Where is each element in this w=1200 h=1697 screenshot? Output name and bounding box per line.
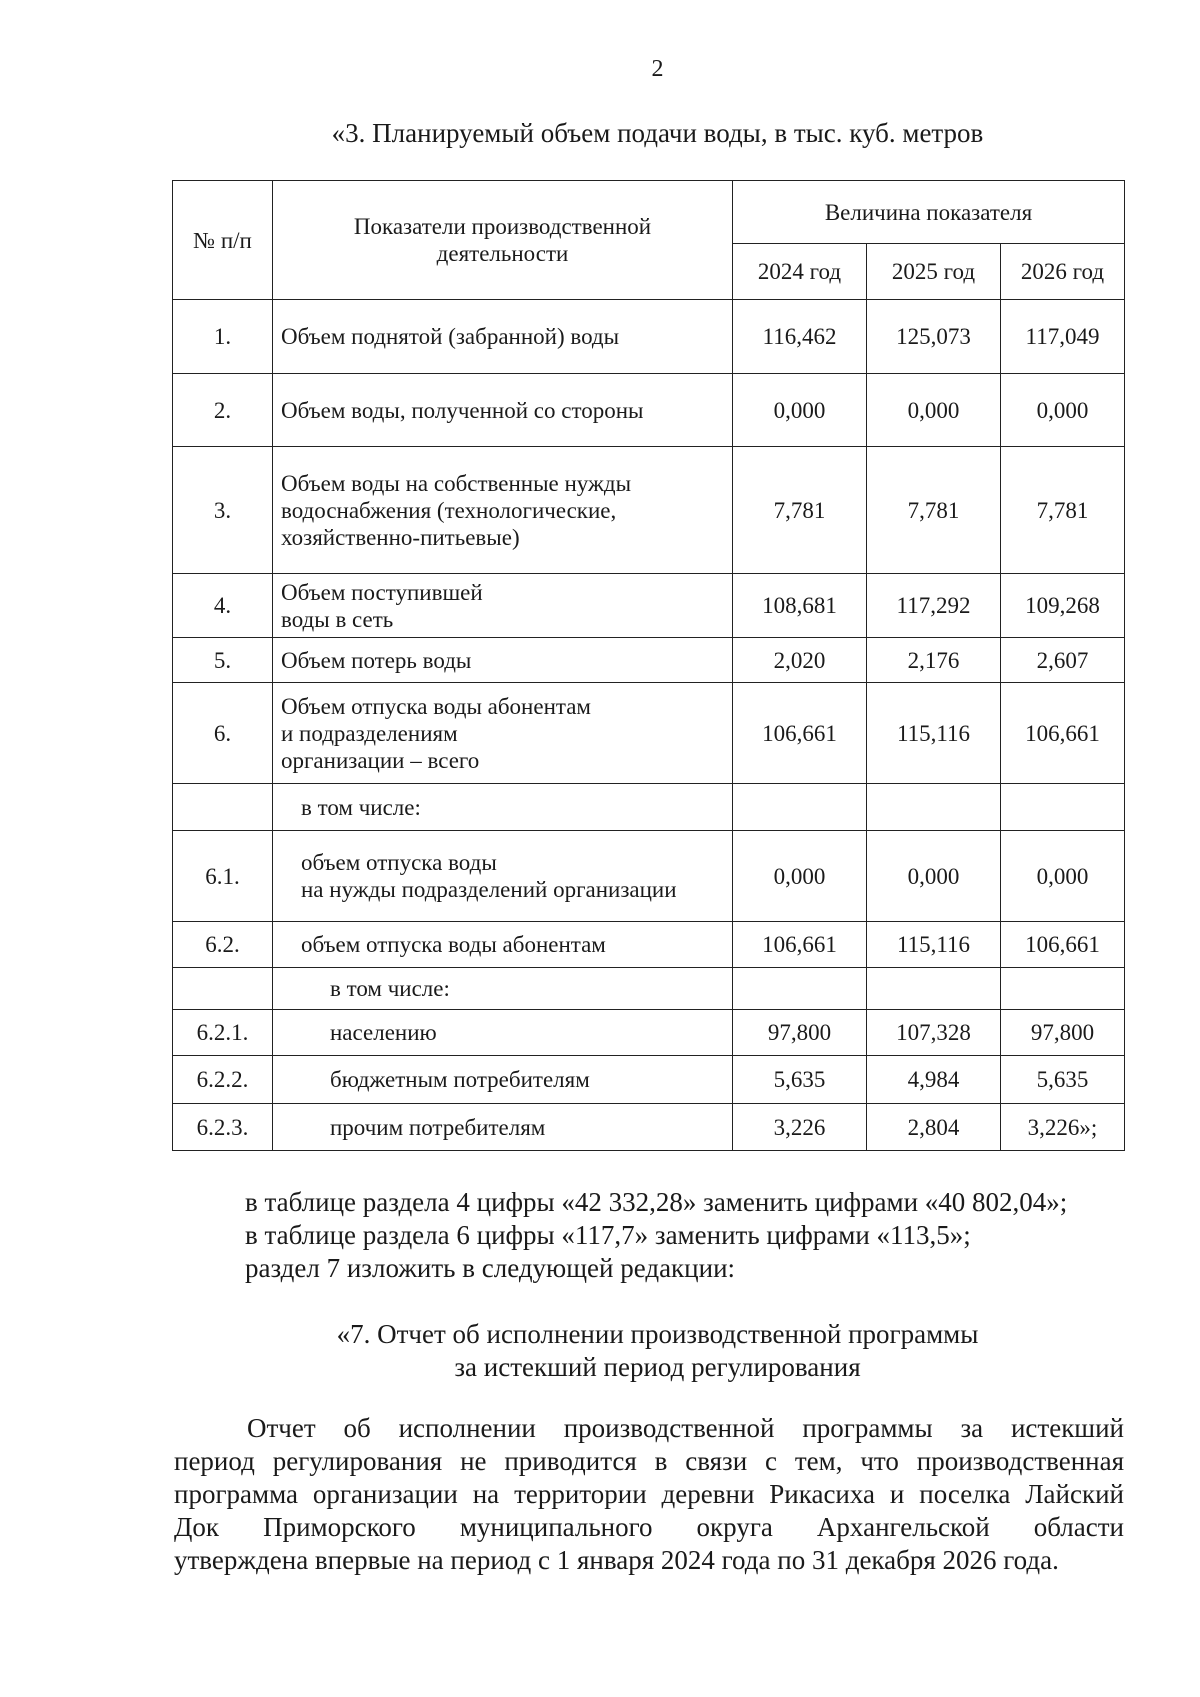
row-num: 2. <box>173 374 273 447</box>
table-row <box>173 574 1125 638</box>
row-value-2026: 3,226»; <box>1001 1104 1125 1151</box>
row-value-2024: 116,462 <box>733 300 867 374</box>
row-value-2026: 109,268 <box>1001 574 1125 638</box>
table-row <box>173 1056 1125 1104</box>
row-name: Объем поступившей воды в сеть <box>273 574 733 638</box>
row-value-2025: 0,000 <box>867 374 1001 447</box>
row-name: в том числе: <box>273 784 733 831</box>
row-value-2026: 7,781 <box>1001 447 1125 574</box>
table-row <box>173 922 1125 968</box>
row-value-2026: 117,049 <box>1001 300 1125 374</box>
row-num: 4. <box>173 574 273 638</box>
body-line: программа организации на территории деревни Рикасиха и поселка Лайский <box>174 1479 1124 1509</box>
row-value-2025: 0,000 <box>867 831 1001 922</box>
row-num: 1. <box>173 300 273 374</box>
row-num <box>173 968 273 1010</box>
table-row <box>173 831 1125 922</box>
row-value-2025 <box>867 968 1001 1010</box>
section7-title-line: за истекший период регулирования <box>454 1352 861 1382</box>
table-row <box>173 683 1125 784</box>
row-name: Объем отпуска воды абонентам и подразделениям организации – всего <box>273 683 733 784</box>
row-value-2025: 4,984 <box>867 1056 1001 1104</box>
row-value-2024: 97,800 <box>733 1010 867 1056</box>
row-num: 6.2.2. <box>173 1056 273 1104</box>
row-name: населению <box>273 1010 733 1056</box>
row-value-2024: 106,661 <box>733 922 867 968</box>
row-name: бюджетным потребителям <box>273 1056 733 1104</box>
row-value-2025: 2,176 <box>867 638 1001 683</box>
row-value-2025: 125,073 <box>867 300 1001 374</box>
row-value-2024: 106,661 <box>733 683 867 784</box>
row-name: объем отпуска воды абонентам <box>273 922 733 968</box>
row-value-2026: 5,635 <box>1001 1056 1125 1104</box>
header-year-2026: 2026 год <box>1001 244 1125 300</box>
row-num: 5. <box>173 638 273 683</box>
row-value-2025: 7,781 <box>867 447 1001 574</box>
row-value-2024 <box>733 968 867 1010</box>
table-row <box>173 784 1125 831</box>
row-value-2024: 0,000 <box>733 374 867 447</box>
body-line: утверждена впервые на период с 1 января 2024 года по 31 декабря 2026 года. <box>174 1545 1059 1575</box>
row-num: 6.2.3. <box>173 1104 273 1151</box>
row-value-2025: 115,116 <box>867 683 1001 784</box>
table-row <box>173 1010 1125 1056</box>
row-name: Объем воды на собственные нужды водоснабжения (технологические, хозяйственно-питьевые) <box>273 447 733 574</box>
row-num <box>173 784 273 831</box>
row-value-2024: 3,226 <box>733 1104 867 1151</box>
row-value-2025: 107,328 <box>867 1010 1001 1056</box>
table-row <box>173 300 1125 374</box>
row-value-2024 <box>733 784 867 831</box>
row-value-2025: 2,804 <box>867 1104 1001 1151</box>
section7-title-line: «7. Отчет об исполнении производственной программы <box>336 1319 979 1349</box>
row-name: Объем потерь воды <box>273 638 733 683</box>
row-num: 6.1. <box>173 831 273 922</box>
header-num: № п/п <box>173 181 273 300</box>
row-num: 6.2.1. <box>173 1010 273 1056</box>
table-row <box>173 638 1125 683</box>
row-value-2026: 0,000 <box>1001 374 1125 447</box>
row-value-2026 <box>1001 968 1125 1010</box>
amendment-instructions <box>245 1186 1145 1285</box>
instruction-line: в таблице раздела 4 цифры «42 332,28» заменить цифрами «40 802,04»; <box>245 1187 1068 1217</box>
row-value-2024: 108,681 <box>733 574 867 638</box>
row-value-2025: 115,116 <box>867 922 1001 968</box>
row-name: объем отпуска воды на нужды подразделений организации <box>273 831 733 922</box>
row-num: 6.2. <box>173 922 273 968</box>
row-name: в том числе: <box>273 968 733 1010</box>
header-indicator: Показатели производственной деятельности <box>273 181 733 300</box>
row-value-2026 <box>1001 784 1125 831</box>
row-name: Объем поднятой (забранной) воды <box>273 300 733 374</box>
page-number: 2 <box>651 56 664 82</box>
row-value-2024: 0,000 <box>733 831 867 922</box>
row-value-2026: 106,661 <box>1001 922 1125 968</box>
table-row <box>173 1104 1125 1151</box>
body-line: Док Приморского муниципального округа Архангельской области <box>174 1512 1124 1542</box>
section7-title <box>0 1318 1200 1384</box>
header-year-2025: 2025 год <box>867 244 1001 300</box>
section7-body <box>174 1412 1124 1577</box>
row-value-2024: 2,020 <box>733 638 867 683</box>
water-supply-table <box>172 180 1125 1151</box>
body-line: период регулирования не приводится в связи с тем, что производственная <box>174 1446 1124 1476</box>
row-name: Объем воды, полученной со стороны <box>273 374 733 447</box>
row-value-2025: 117,292 <box>867 574 1001 638</box>
row-num: 3. <box>173 447 273 574</box>
row-value-2026: 97,800 <box>1001 1010 1125 1056</box>
row-value-2024: 5,635 <box>733 1056 867 1104</box>
row-num: 6. <box>173 683 273 784</box>
header-value: Величина показателя <box>733 181 1125 244</box>
row-value-2024: 7,781 <box>733 447 867 574</box>
instruction-line: в таблице раздела 6 цифры «117,7» заменить цифрами «113,5»; <box>245 1220 971 1250</box>
row-value-2026: 2,607 <box>1001 638 1125 683</box>
table-row <box>173 447 1125 574</box>
table-title: «3. Планируемый объем подачи воды, в тыс. куб. метров <box>331 118 984 148</box>
header-year-2024: 2024 год <box>733 244 867 300</box>
row-value-2025 <box>867 784 1001 831</box>
table-row <box>173 374 1125 447</box>
row-value-2026: 106,661 <box>1001 683 1125 784</box>
row-name: прочим потребителям <box>273 1104 733 1151</box>
table-row <box>173 968 1125 1010</box>
row-value-2026: 0,000 <box>1001 831 1125 922</box>
body-line: Отчет об исполнении производственной программы за истекший <box>247 1413 1124 1443</box>
instruction-line: раздел 7 изложить в следующей редакции: <box>245 1253 736 1283</box>
